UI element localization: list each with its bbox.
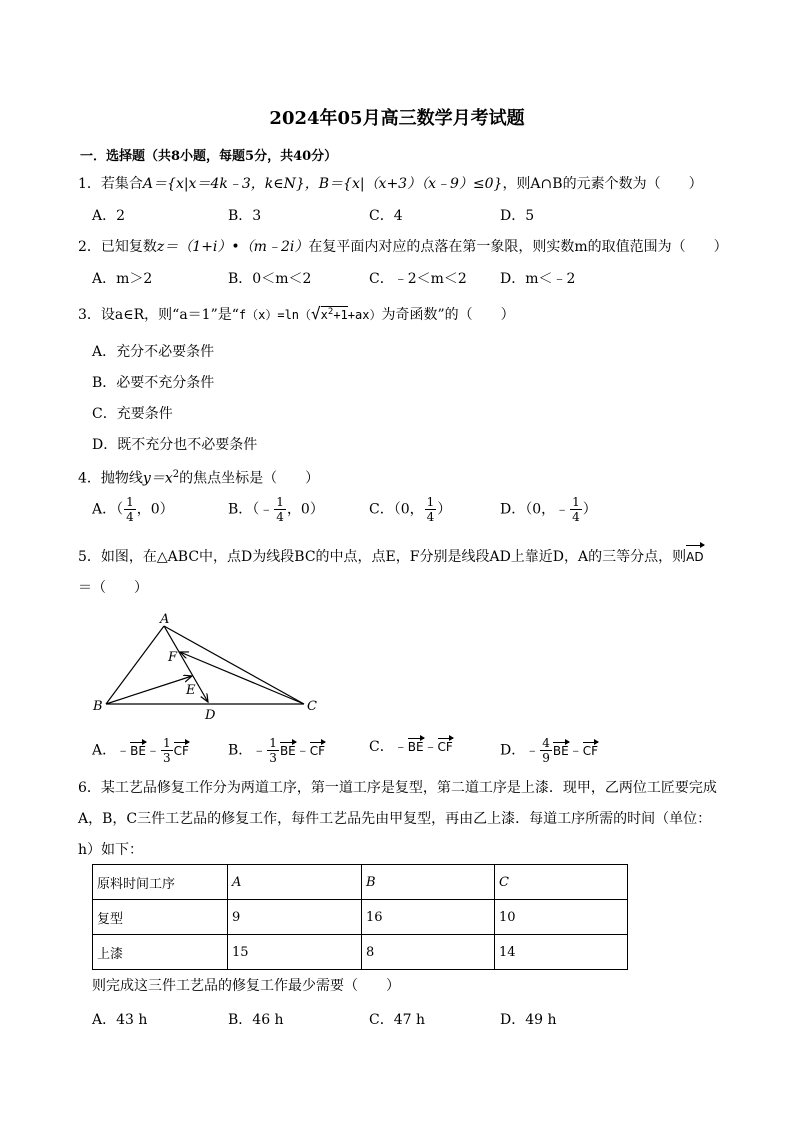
table-cell: 14 <box>495 935 628 970</box>
q4-option-a[interactable] <box>92 495 174 524</box>
q5-a-label: A． <box>92 742 117 759</box>
q1-math: A＝{x|x＝4k﹣3，k∈N}，B＝{x|（x+3）（x﹣9）≤0} <box>142 176 503 192</box>
section-heading: 一．选择题（共8小题，每题5分，共40分） <box>80 149 338 164</box>
q5-b-vec-be: BE <box>280 741 296 758</box>
q5-c-mid: ﹣ <box>423 739 438 755</box>
table-cell: 16 <box>362 900 495 935</box>
q4-c-num: 1 <box>426 495 435 509</box>
q4-a-num: 1 <box>126 495 134 509</box>
q4-option-d[interactable] <box>500 495 597 524</box>
vector-cf-line <box>180 652 304 704</box>
q3-option-b[interactable]: B．必要不充分条件 <box>92 375 215 391</box>
q3-option-c[interactable]: C．充要条件 <box>92 406 173 422</box>
q4-a-fraction <box>124 495 136 524</box>
question-1-stem <box>78 174 703 194</box>
triangle-figure <box>88 606 328 722</box>
q4-c-fraction <box>425 495 437 524</box>
vector-be-line <box>106 676 192 704</box>
q5-b-mid: ﹣ <box>295 742 310 759</box>
q5-d-minus: ﹣ <box>525 742 540 759</box>
q4-d-num: 1 <box>572 495 580 509</box>
side-ac <box>164 626 304 704</box>
q4-pre: 4．抛物线 <box>78 470 143 487</box>
q3-func-e: +ax） <box>347 308 382 322</box>
q1-post: ，则A∩B的元素个数为（ ） <box>502 176 703 192</box>
q4-b-num: 1 <box>276 495 284 509</box>
q5-d-label: D． <box>500 742 526 759</box>
q5-c-vec-be: BE <box>408 737 424 754</box>
q5-a-vec-cf: CF <box>174 741 189 758</box>
q6-option-c[interactable]: C．47 h <box>369 1012 425 1028</box>
label-a: A <box>160 612 170 627</box>
q5-b-label: B． <box>228 742 253 759</box>
q2-option-b[interactable]: B．0＜m＜2 <box>228 271 312 287</box>
question-6-line2: A，B，C三件工艺品的修复工作，每件工艺品先由甲复型，再由乙上漆．每道工序所需的时间（单位： <box>78 811 712 827</box>
q3-radicand <box>321 306 348 322</box>
q4-option-b[interactable] <box>228 495 324 524</box>
label-b: B <box>93 699 103 714</box>
q4-d-fraction <box>570 495 582 524</box>
question-4-stem <box>78 465 319 489</box>
q4-post: 的焦点坐标是（ ） <box>179 470 320 487</box>
q3-pre: 3．设a∈R，则“a＝1”是“ <box>78 307 239 323</box>
q5-a-den: 3 <box>162 751 171 765</box>
q5-d-vec-be: BE <box>553 741 569 758</box>
question-5-stem-2: ＝（ ） <box>78 580 148 596</box>
q1-option-d[interactable]: D．5 <box>500 208 535 224</box>
q3-func-d: +1 <box>333 308 348 322</box>
q5-b-fraction <box>267 736 279 765</box>
q5-a-mid: ﹣ <box>145 742 160 759</box>
q5-c-vec-cf: CF <box>438 737 453 754</box>
q4-sup: 2 <box>172 469 180 480</box>
q5-a-fraction <box>161 736 173 765</box>
q3-post: 为奇函数”的（ ） <box>381 307 515 323</box>
q2-option-a[interactable]: A．m＞2 <box>92 271 153 287</box>
table-header-cell: A <box>228 865 362 900</box>
q6-option-d[interactable]: D．49 h <box>500 1012 557 1028</box>
vector-ad: AD <box>686 544 703 567</box>
q5-option-c[interactable] <box>369 736 453 756</box>
q5-b-vec-cf: CF <box>310 741 325 758</box>
table-header-cell: 原料时间工序 <box>93 865 228 900</box>
table-row <box>93 900 628 935</box>
q2-post: 在复平面内对应的点落在第一象限，则实数m的取值范围为（ ） <box>308 239 728 255</box>
q5-option-b[interactable] <box>228 736 325 765</box>
q4-a-pre: A．（ <box>92 501 124 518</box>
question-6-after: 则完成这三件工艺品的修复工作最少需要（ ） <box>92 978 400 994</box>
q4-d-post: ） <box>582 501 597 518</box>
q1-option-b[interactable]: B．3 <box>228 208 262 224</box>
q4-c-pre: C．（0， <box>369 501 424 518</box>
q5-b-minus: ﹣ <box>252 742 267 759</box>
page-title: 2024年05月高三数学月考试题 <box>269 108 525 129</box>
q4-option-c[interactable] <box>369 495 451 524</box>
q5-line1: 5．如图，在△ABC中，点D为线段BC的中点，点E，F分别是线段AD上靠近D，A的三等分点，则 <box>78 549 687 565</box>
label-c: C <box>307 699 317 714</box>
q3-func-b: x <box>320 308 328 322</box>
q2-pre: 2．已知复数 <box>78 239 157 255</box>
q1-option-c[interactable]: C．4 <box>369 208 403 224</box>
q4-a-den: 4 <box>126 510 134 524</box>
q5-b-den: 3 <box>269 751 277 765</box>
q5-d-mid: ﹣ <box>568 742 583 759</box>
q4-d-den: 4 <box>572 510 580 524</box>
q4-b-post: ，0） <box>286 501 324 518</box>
table-header-row <box>93 865 628 900</box>
q6-option-b[interactable]: B．46 h <box>228 1012 284 1028</box>
label-f: F <box>168 650 178 665</box>
q3-option-a[interactable]: A．充分不必要条件 <box>92 344 215 360</box>
q2-option-c[interactable]: C．﹣2＜m＜2 <box>369 271 467 287</box>
q4-b-pre: B．（﹣ <box>228 501 274 518</box>
q3-func-c: 2 <box>327 307 334 317</box>
label-d: D <box>205 708 216 722</box>
q5-d-vec-cf: CF <box>583 741 598 758</box>
table-cell: 9 <box>228 900 362 935</box>
q1-option-a[interactable]: A．2 <box>92 208 126 224</box>
table-header-cell: C <box>495 865 628 900</box>
q5-c-minus: ﹣ <box>393 739 408 755</box>
label-e: E <box>186 683 196 698</box>
q5-d-den: 9 <box>542 751 550 765</box>
table-cell: 8 <box>362 935 495 970</box>
q4-math: y＝x <box>142 470 173 487</box>
table-row <box>93 935 628 970</box>
q5-option-a[interactable] <box>92 736 189 765</box>
q2-math: z＝（1+i）•（m﹣2i） <box>156 239 309 255</box>
q5-d-num: 4 <box>542 736 550 750</box>
table-cell: 复型 <box>93 900 228 935</box>
q6-option-a[interactable]: A．43 h <box>92 1012 148 1028</box>
q4-d-pre: D．（0，﹣ <box>500 501 570 518</box>
q4-c-post: ） <box>437 501 452 518</box>
table-cell: 15 <box>228 935 362 970</box>
q2-option-d[interactable]: D．m＜﹣2 <box>500 271 576 287</box>
q3-option-d[interactable]: D．既不充分也不必要条件 <box>92 437 258 453</box>
side-ab <box>106 626 164 704</box>
process-time-table <box>92 864 628 970</box>
q5-d-fraction <box>540 736 552 765</box>
table-cell: 10 <box>495 900 628 935</box>
q5-a-vec-be: BE <box>130 741 146 758</box>
question-6-line3: h）如下： <box>78 842 144 858</box>
question-2-stem <box>78 237 728 257</box>
q4-b-fraction <box>274 495 286 524</box>
q3-function <box>238 304 382 323</box>
q5-b-num: 1 <box>269 736 277 750</box>
q5-a-num: 1 <box>162 736 171 750</box>
q3-func-a: f（x）=ln（ <box>238 308 312 322</box>
q5-option-d[interactable] <box>500 736 598 765</box>
question-3-stem <box>78 302 515 325</box>
q4-c-den: 4 <box>426 510 435 524</box>
table-header-cell: B <box>362 865 495 900</box>
question-6-line1: 6．某工艺品修复工作分为两道工序，第一道工序是复型，第二道工序是上漆．现甲，乙两位工匠要完成 <box>78 780 717 796</box>
q4-a-post: ，0） <box>136 501 174 518</box>
table-cell: 上漆 <box>93 935 228 970</box>
q1-pre: 1．若集合 <box>78 176 143 192</box>
question-5-stem <box>78 544 704 567</box>
sqrt-icon: √ <box>311 304 321 323</box>
q4-b-den: 4 <box>276 510 284 524</box>
q5-a-minus: ﹣ <box>116 742 131 759</box>
q5-c-label: C． <box>369 739 394 755</box>
